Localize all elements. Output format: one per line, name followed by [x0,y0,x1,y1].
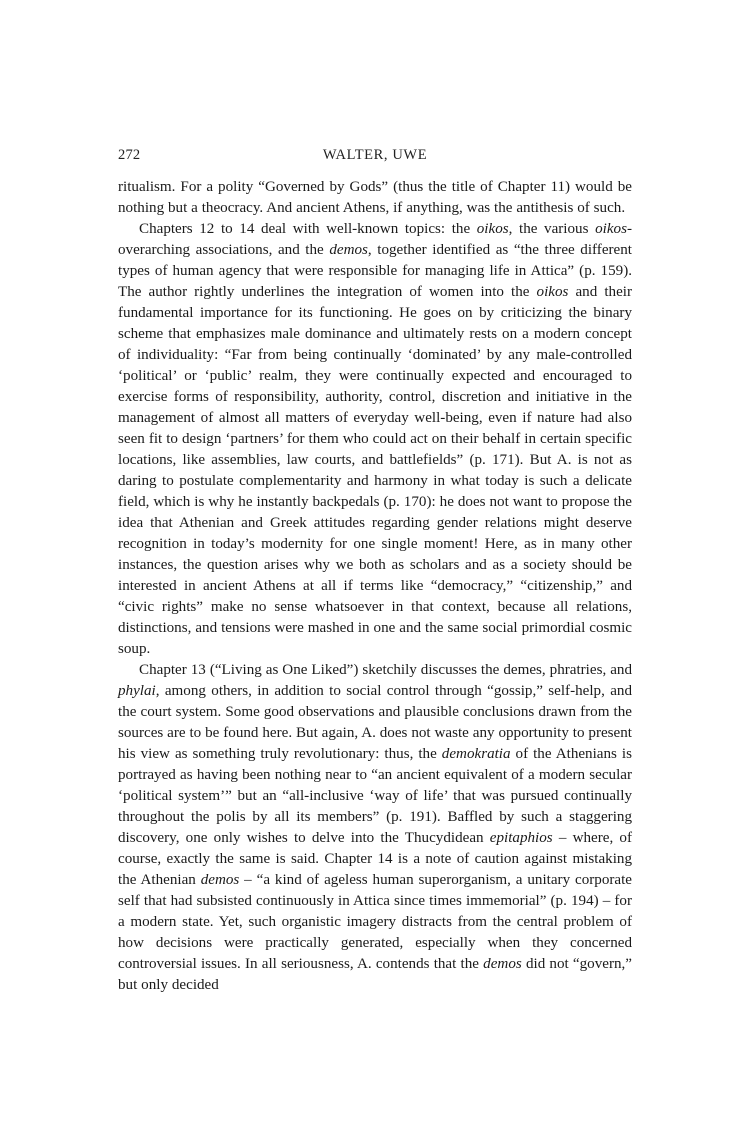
para-chapters-12-14: Chapters 12 to 14 deal with well-known topics: the oikos, the various oikos-overarching associations, and the demos, together identified as “the three different types of human agency that were responsible for managing life in Attica” (p. 159). The author rightly underlines the integration of women into the oikos and their fundamental importance for its functioning. He goes on by criticizing the binary scheme that emphasizes male dominance and ultimately rests on a modern concept of individuality: “Far from being continually ‘dominated’ by any male-controlled ‘political’ or ‘public’ realm, they were continually expected and encouraged to exercise forms of responsibility, authority, control, discretion and initiative in the management of almost all matters of everyday well-being, even if nature had also seen fit to design ‘partners’ for them who could act on their behalf in certain specific locations, like assemblies, law courts, and battlefields” (p. 171). But A. is not as daring to postulate complementarity and harmony in what today is such a delicate field, which is why he instantly backpedals (p. 170): he does not want to propose the idea that Athenian and Greek attitudes regarding gender relations might deserve recognition in today’s modernity for one single moment! Here, as in many other instances, the question arises why we both as scholars and as a society should be interested in ancient Athens at all if terms like “democracy,” “citizenship,” and “civic rights” make no sense whatsoever in that context, because all relations, distinctions, and tensions were mashed in one and the same social primordial cosmic soup. [118,221,633,657]
page-number: 272 [118,147,141,163]
running-head [118,145,632,165]
para-chapter-13: Chapter 13 (“Living as One Liked”) sketchily discusses the demes, phratries, and phylai, among others, in addition to social control through “gossip,” self-help, and the court system. Some good observations and plausible conclusions drawn from the sources are to be found here. But again, A. does not waste any opportunity to present his view as something truly revolutionary: thus, the demokratia of the Athenians is portrayed as having been nothing near to “an ancient equivalent of a modern secular ‘political system’” but an “all-inclusive ‘way of life’ that was pursued continually throughout the polis by all its members” (p. 191). Baffled by such a staggering discovery, one only wishes to delve into the Thucydidean epitaphios – where, of course, exactly the same is said. Chapter 14 is a note of caution against mistaking the Athenian demos – “a kind of ageless human superorganism, a unitary corporate self that had subsisted continuously in Attica since times immemorial” (p. 194) – for a modern state. Yet, such organistic imagery distracts from the central problem of how decisions were practically generated, especially when they concerned controversial issues. In all seriousness, A. contends that the demos did not “govern,” but only decided [118,662,633,993]
running-head-title: WALTER, UWE [322,147,428,163]
body-text-column [118,177,632,996]
para-ritualism: ritualism. For a polity “Governed by Gods” (thus the title of Chapter 11) would be nothing but a theocracy. And ancient Athens, if anything, was the antithesis of such. [118,179,632,216]
